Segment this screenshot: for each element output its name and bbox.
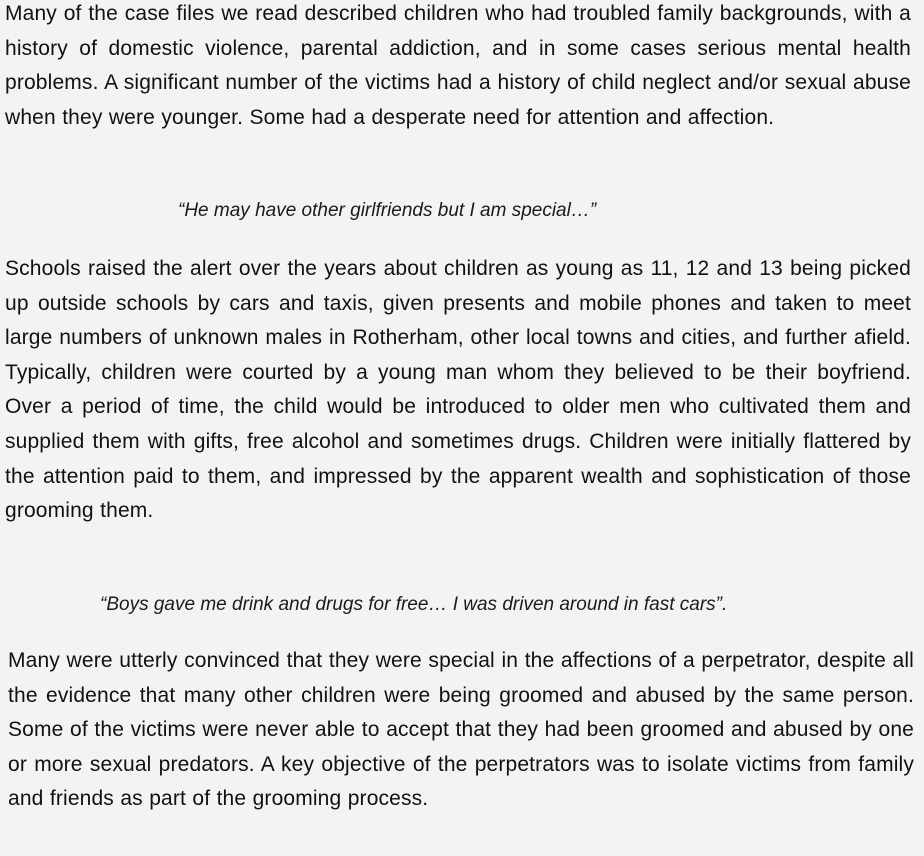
quote-drink-and-drugs: “Boys gave me drink and drugs for free… I was driven around in fast cars”.: [100, 594, 728, 615]
paragraph-schools-alert: Schools raised the alert over the years about children as young as 11, 12 and 13 being picked up outside schools by cars and taxis, given presents and mobile phones and taken to meet large numbers of unknown males in Rotherham, other local towns and cities, and further afield. Typically, children were courted by a young man whom they believed to be their boyfriend. Over a period of time, the child would be introduced to older men who cultivated them and supplied them with gifts, free alcohol and sometimes drugs. Children were initially flattered by the attention paid to them, and impressed by the apparent wealth and sophistication of those grooming them.: [5, 257, 911, 523]
paragraph-perpetrators: Many were utterly convinced that they were special in the affections of a perpetrator, despite all the evidence that many other children were being groomed and abused by the same person. Some of the victims were never able to accept that they had been groomed and abused by one or more sexual predators. A key objective of the perpetrators was to isolate victims from family and friends as part of the grooming process.: [8, 649, 914, 811]
quote-girlfriends: “He may have other girlfriends but I am special…”: [178, 200, 597, 221]
paragraph-case-files: Many of the case files we read described children who had troubled family backgrounds, with a history of domestic violence, parental addiction, and in some cases serious mental health problems. A significant number of the victims had a history of child neglect and/or sexual abuse when they were younger. Some had a desperate need for attention and affection.: [5, 2, 911, 129]
